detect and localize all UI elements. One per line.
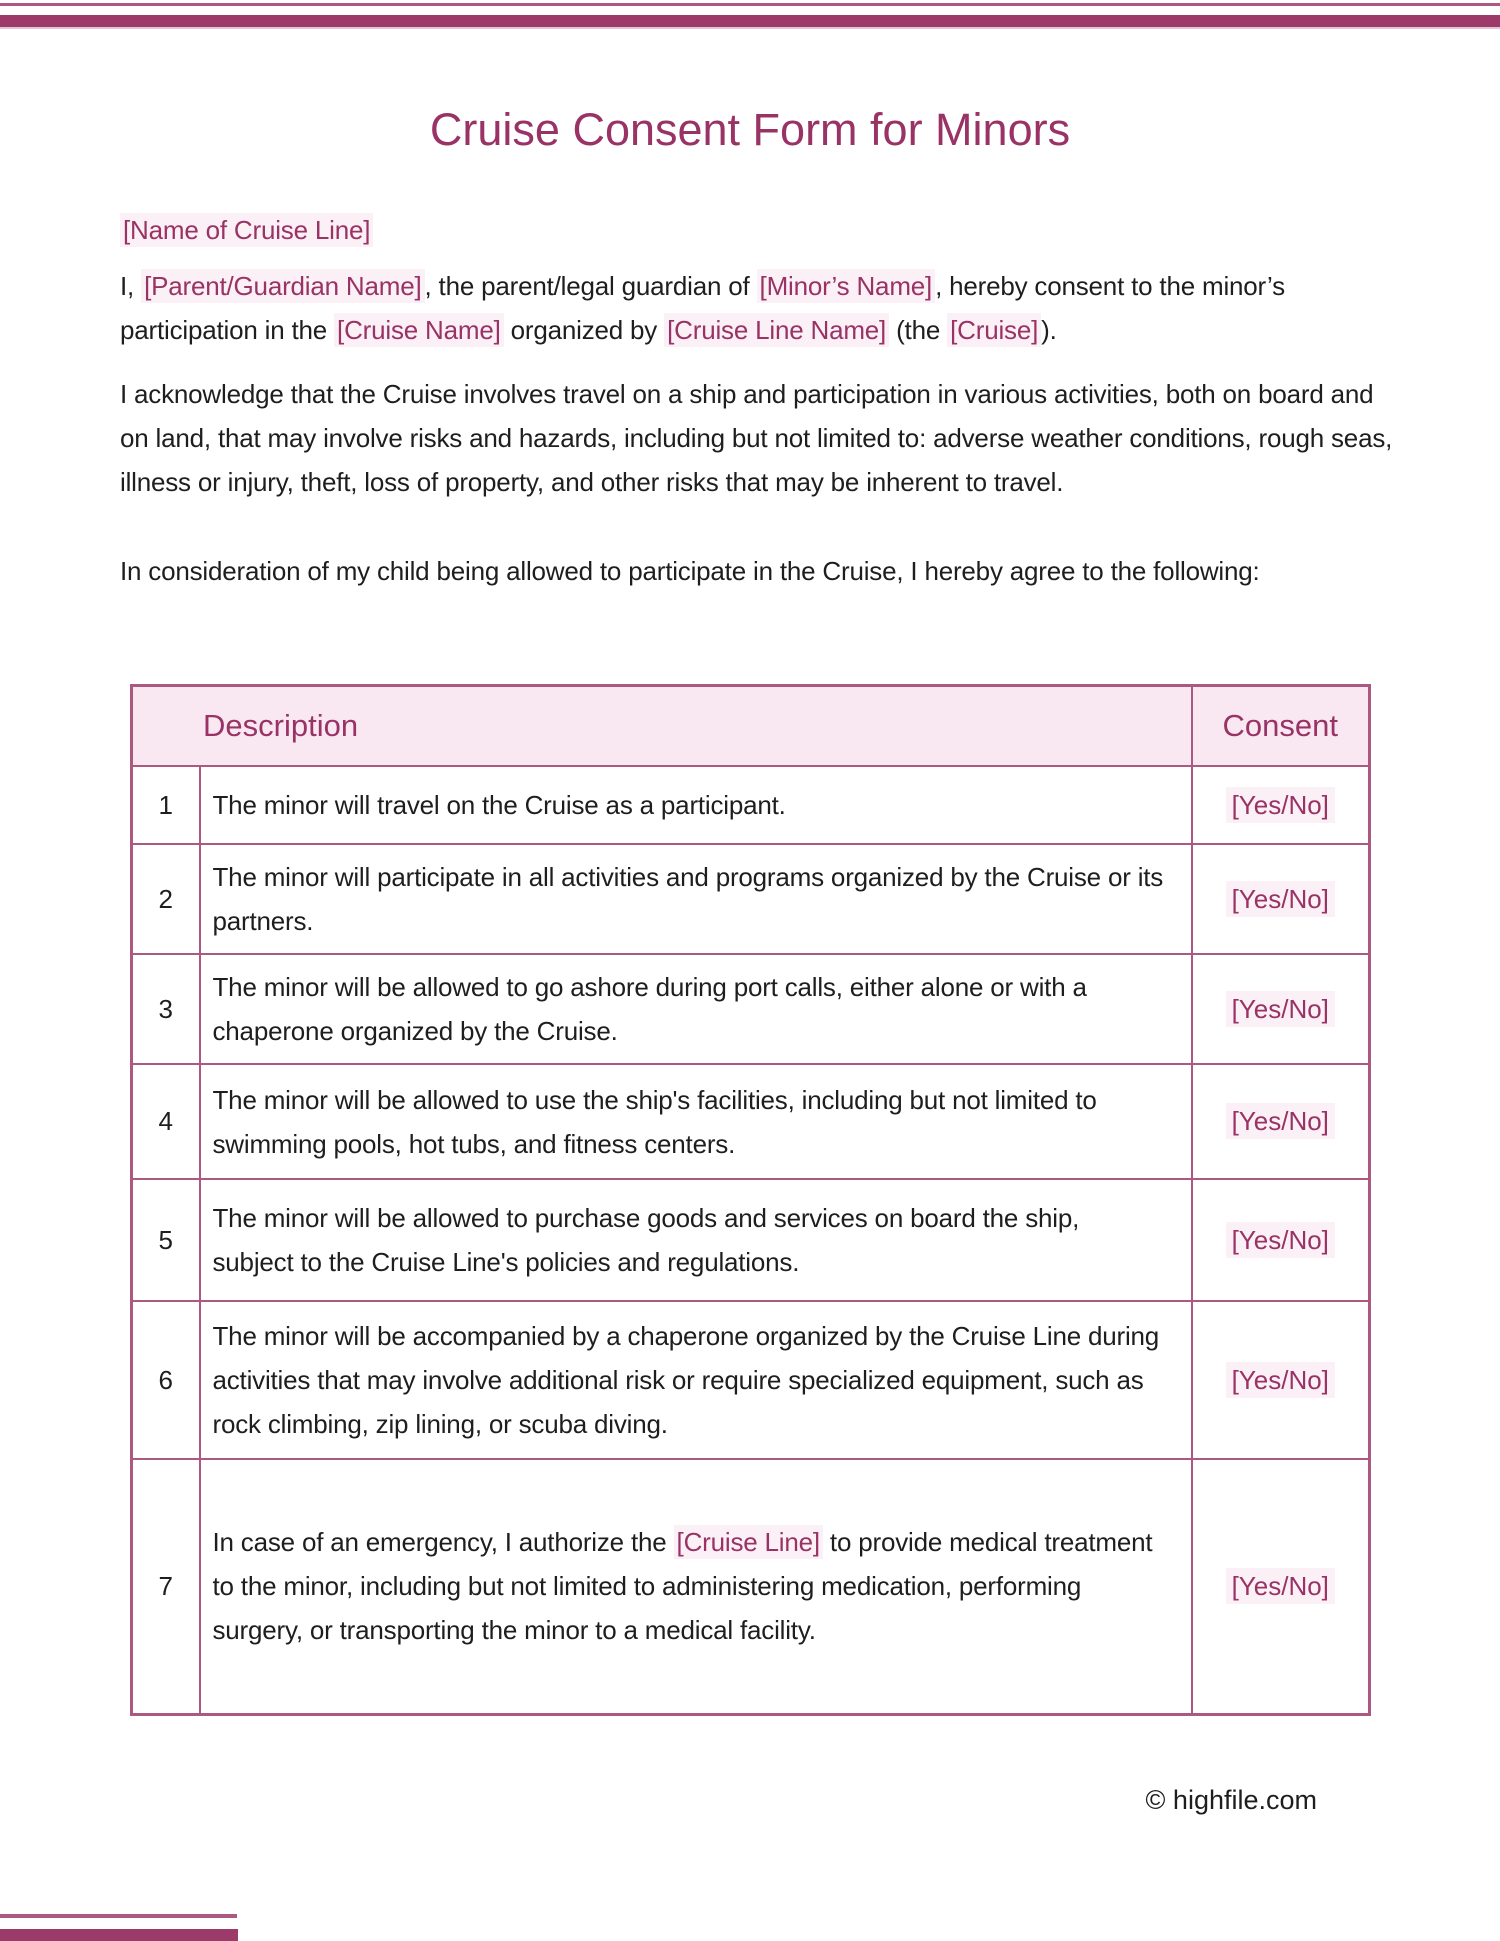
bottom-thin-rule (0, 1914, 237, 1918)
text-run: (the (889, 315, 948, 345)
text-run: organized by (503, 315, 665, 345)
row-description (200, 954, 1192, 1064)
placeholder-field: [Cruise Name] (334, 313, 504, 347)
row-number: 4 (132, 1064, 200, 1179)
row-number: 3 (132, 954, 200, 1064)
top-thin-rule (0, 3, 1500, 6)
cruise-line-placeholder: [Name of Cruise Line] (120, 213, 373, 247)
table-row (132, 1179, 1370, 1301)
consent-intro-paragraph (120, 264, 1405, 352)
text-run: The minor will be allowed to purchase goods and services on board the ship, subject to the Cruise Line's policies and regulations. (212, 1203, 1080, 1277)
placeholder-field: [Parent/Guardian Name] (141, 269, 424, 303)
table-row (132, 1064, 1370, 1179)
table-row (132, 844, 1370, 954)
text-run: The minor will participate in all activities and programs organized by the Cruise or its partners. (212, 862, 1164, 936)
row-description (200, 1301, 1192, 1459)
top-accent-bar (0, 15, 1500, 29)
consent-table (130, 684, 1371, 1716)
consent-value: [Yes/No] (1226, 1362, 1335, 1398)
consideration-paragraph: In consideration of my child being allowed to participate in the Cruise, I hereby agree to the following: (120, 556, 1260, 586)
table-row (132, 1459, 1370, 1714)
row-number: 5 (132, 1179, 200, 1301)
row-number: 7 (132, 1459, 200, 1714)
row-description (200, 1459, 1192, 1714)
row-description (200, 844, 1192, 954)
consent-column-header: Consent (1192, 686, 1370, 767)
text-run: The minor will be accompanied by a chaperone organized by the Cruise Line during activities that may involve additional risk or require specialized equipment, such as rock climbing, zip lining, or scuba diving. (212, 1321, 1160, 1439)
consent-value: [Yes/No] (1226, 881, 1335, 917)
placeholder-field: [Minor’s Name] (757, 269, 936, 303)
placeholder-field: [Cruise] (947, 313, 1041, 347)
bottom-accent-bar (0, 1929, 238, 1941)
table-row (132, 766, 1370, 844)
cruise-line-name-line (120, 210, 1405, 250)
table-header-row (132, 686, 1370, 767)
consent-value: [Yes/No] (1226, 1568, 1335, 1604)
text-run: ). (1041, 315, 1057, 345)
row-number: 1 (132, 766, 200, 844)
row-description (200, 1064, 1192, 1179)
text-run: , hereby consent to the minor’s participation in the (120, 271, 1285, 345)
page-title: Cruise Consent Form for Minors (429, 104, 1071, 155)
text-run: , the parent/legal guardian of (424, 271, 757, 301)
row-description (200, 1179, 1192, 1301)
description-column-header: Description (132, 686, 1192, 767)
consent-value: [Yes/No] (1226, 1222, 1335, 1258)
text-run: In case of an emergency, I authorize the (212, 1527, 674, 1558)
consent-value: [Yes/No] (1226, 787, 1335, 823)
table-row (132, 1301, 1370, 1459)
table-row (132, 954, 1370, 1064)
row-number: 6 (132, 1301, 200, 1459)
placeholder-field: [Cruise Line] (674, 1525, 823, 1559)
acknowledgement-paragraph: I acknowledge that the Cruise involves travel on a ship and participation in various activities, both on board and on land, that may involve risks and hazards, including but not limited to: adverse weather conditions, rough seas, illness or injury, theft, loss of property, and other risks that may be inherent to travel. (120, 379, 1393, 497)
text-run: The minor will be allowed to use the ship's facilities, including but not limited to swimming pools, hot tubs, and fitness centers. (212, 1084, 1097, 1159)
consent-value: [Yes/No] (1226, 991, 1335, 1027)
row-number: 2 (132, 844, 200, 954)
text-run: The minor will travel on the Cruise as a participant. (212, 790, 786, 820)
placeholder-field: [Cruise Line Name] (664, 313, 889, 347)
text-run: I, (120, 271, 142, 301)
row-description (200, 766, 1192, 844)
text-run: to provide medical treatment to the minor, including but not limited to administering medication, performing surgery, or transporting the minor to a medical facility. (212, 1527, 1153, 1646)
copyright-footer: © highfile.com (1145, 1785, 1317, 1815)
text-run: The minor will be allowed to go ashore during port calls, either alone or with a chaperone organized by the Cruise. (212, 972, 1087, 1046)
consent-value: [Yes/No] (1226, 1103, 1335, 1139)
